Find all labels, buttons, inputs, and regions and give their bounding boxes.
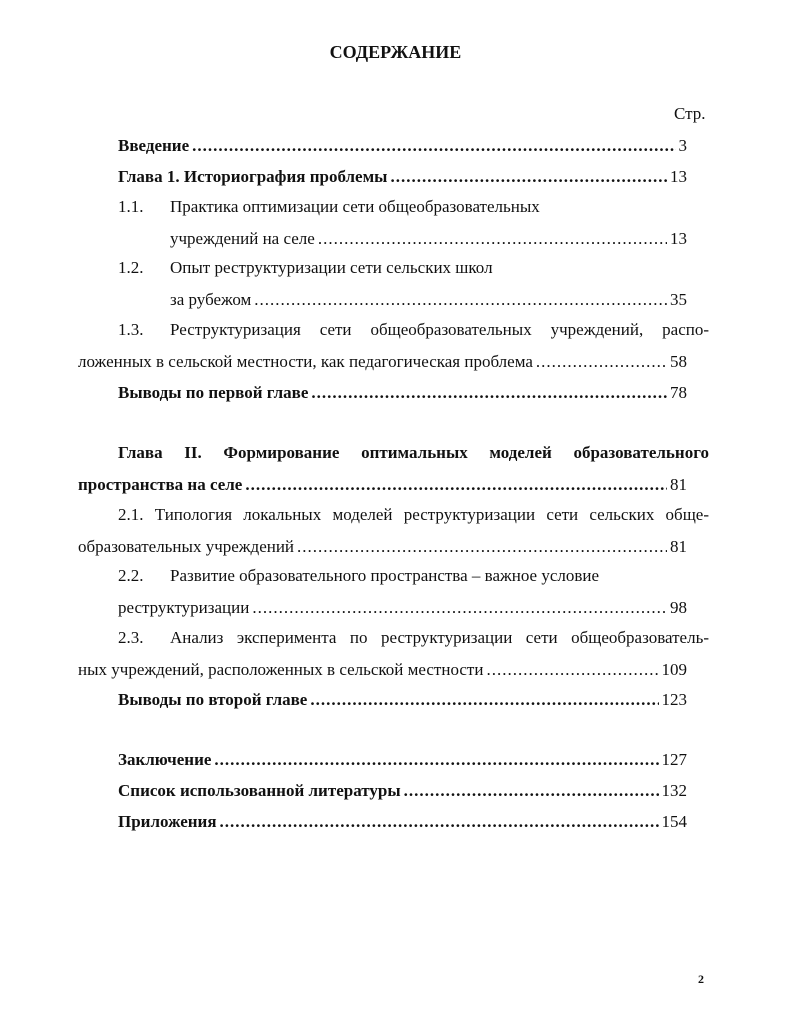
toc-page-number: 81 [670,537,687,556]
page-number: 2 [698,972,704,986]
toc-section-number: 1.2. [118,258,144,277]
toc-entry-chapter-2-line2[interactable] [78,474,687,496]
leader-dots [192,135,675,157]
toc-entry-1-2-line2[interactable] [170,289,687,311]
toc-entry-2-2-line2[interactable] [118,597,687,619]
toc-label: учреждений на селе [170,229,315,248]
toc-label: Выводы по первой главе [118,383,309,402]
toc-section-number: 1.1. [118,197,144,216]
leader-dots [486,659,658,681]
toc-page-number: 154 [661,812,687,831]
leader-dots [318,228,667,250]
toc-page-number: 123 [661,690,687,709]
toc-page-number: 13 [670,167,687,186]
leader-dots [220,811,659,833]
toc-page-number: 58 [670,352,687,371]
toc-entry-conclusions-2[interactable] [118,689,687,711]
toc-label: реструктуризации [118,598,250,617]
toc-entry-chapter-2-line1[interactable]: Глава II. Формирование оптимальных моделей образовательного [118,443,709,462]
leader-dots [404,780,659,802]
toc-page-number: 13 [670,229,687,248]
toc-page-number: 127 [661,750,687,769]
leader-dots [310,689,658,711]
toc-label: Введение [118,136,190,155]
toc-entry-chapter-1[interactable] [118,166,687,188]
toc-label: ных учреждений, расположенных в сельской местности [78,660,484,679]
toc-page-number: 81 [670,475,687,494]
leader-dots [536,351,667,373]
leader-dots [390,166,667,188]
toc-label: Заключение [118,750,212,769]
toc-label: за рубежом [170,290,252,309]
toc-label: пространства на селе [78,475,243,494]
toc-entry-1-3-line1[interactable]: Реструктуризация сети общеобразовательных учреждений, распо- [170,320,709,339]
page-title: СОДЕРЖАНИЕ [329,42,462,62]
toc-label: Выводы по второй главе [118,690,308,709]
toc-label: Список использованной литературы [118,781,401,800]
leader-dots [297,536,667,558]
toc-section-number: 1.3. [118,320,144,339]
toc-entry-2-3-line2[interactable] [78,659,687,681]
toc-entry-conclusion[interactable] [118,749,687,771]
toc-section-number: 2.3. [118,628,144,647]
toc-label: Приложения [118,812,217,831]
toc-section-number: 2.2. [118,566,144,585]
toc-entry-2-1-line2[interactable] [78,536,687,558]
toc-label: Глава 1. Историография проблемы [118,167,388,186]
toc-entry-2-3-line1[interactable]: Анализ эксперимента по реструктуризации сети общеобразователь- [170,628,709,647]
leader-dots [214,749,658,771]
leader-dots [254,289,667,311]
toc-entry-conclusions-1[interactable] [118,382,687,404]
page-column-label: Стр. [674,104,706,123]
toc-entry-intro[interactable] [118,135,687,157]
toc-entry-1-3-line2[interactable] [78,351,687,373]
toc-label: образовательных учреждений [78,537,295,556]
leader-dots [311,382,667,404]
toc-entry-appendices[interactable] [118,811,687,833]
toc-entry-2-2-line1[interactable]: Развитие образовательного пространства – важное условие [170,566,600,585]
toc-label: ложенных в сельской местности, как педагогическая проблема [78,352,533,371]
toc-page-number: 98 [670,598,687,617]
toc-page-number: 35 [670,290,687,309]
leader-dots [252,597,667,619]
toc-entry-1-2-line1[interactable]: Опыт реструктуризации сети сельских школ [170,258,493,277]
toc-page-number: 109 [661,660,687,679]
toc-entry-bibliography[interactable] [118,780,687,802]
toc-page-number: 132 [661,781,687,800]
leader-dots [245,474,667,496]
toc-page-number: 78 [670,383,687,402]
toc-entry-2-1-line1[interactable]: 2.1. Типология локальных моделей реструктуризации сети сельских обще- [118,505,709,524]
toc-entry-1-1-line1[interactable]: Практика оптимизации сети общеобразовательных [170,197,540,216]
toc-page-number: 3 [678,136,687,155]
toc-entry-1-1-line2[interactable] [170,228,687,250]
